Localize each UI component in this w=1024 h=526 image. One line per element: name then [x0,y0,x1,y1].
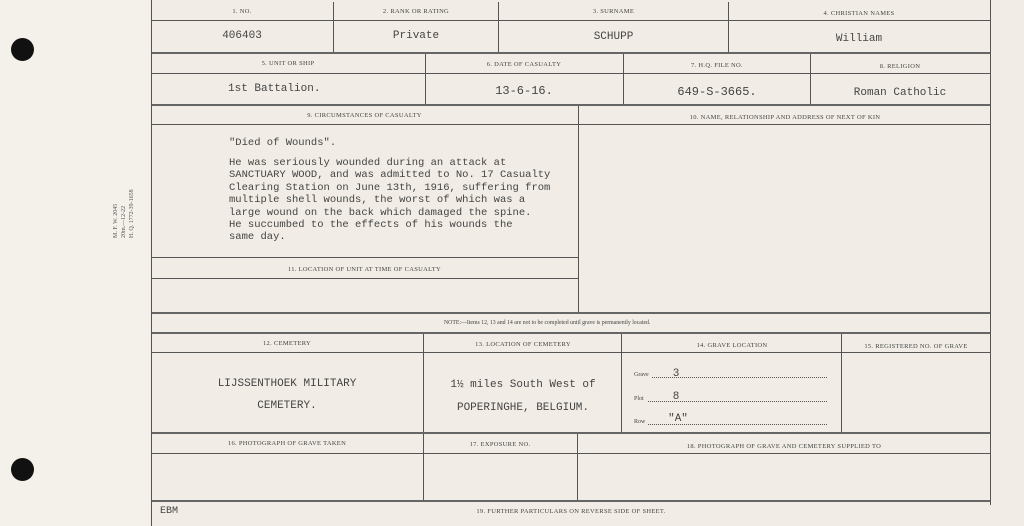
punch-hole-top [11,38,34,61]
right-border [990,0,991,505]
row2-label-line [152,73,990,74]
row-divider [152,432,990,434]
label-exposure-no: 17. EXPOSURE NO. [469,441,531,448]
value-religion: Roman Catholic [853,87,947,99]
print-code-2: 20m.—12-22 [121,205,127,238]
label-hq-file: 7. H.Q. FILE NO. [691,62,743,69]
label-photo-taken: 16. PHOTOGRAPH OF GRAVE TAKEN [227,440,347,447]
divider [423,334,424,432]
label-photo-supplied: 18. PHOTOGRAPH OF GRAVE AND CEMETERY SUPPLIED TO [686,443,882,450]
divider [621,334,622,432]
row3-label-line [152,124,990,125]
divider [152,257,578,258]
value-cemetery-line2: CEMETERY. [257,400,317,412]
row-divider [152,332,990,334]
value-location-line2: POPERINGHE, BELGIUM. [456,402,590,414]
value-surname: SCHUPP [593,31,634,43]
divider [423,434,424,500]
label-registered-no: 15. REGISTERED NO. OF GRAVE [864,343,968,350]
print-code-1: M. F. W. 2045 [113,203,119,238]
label-unit: 5. UNIT OR SHIP [261,60,315,67]
row-divider [152,52,990,54]
divider [578,106,579,312]
value-rank: Private [392,30,440,42]
label-cemetery: 12. CEMETERY [262,340,312,347]
label-rank: 2. RANK OR RATING [382,8,450,15]
label-date: 6. DATE OF CASUALTY [486,61,562,68]
row-label: Row [634,419,646,425]
row-divider [152,104,990,106]
label-christian-names: 4. CHRISTIAN NAMES [823,10,895,17]
row-divider [152,312,990,314]
label-next-of-kin: 10. NAME, RELATIONSHIP AND ADDRESS OF NEXT OF KIN [689,114,881,121]
label-location-of-cemetery: 13. LOCATION OF CEMETERY [475,341,571,348]
divider [841,334,842,432]
value-row: "A" [668,413,688,425]
clerk-initials: EBM [160,506,179,517]
plot-label: Plot [634,396,644,402]
form-print-code [112,178,136,238]
value-location-line1: 1½ miles South West of [450,379,596,391]
value-hq-file: 649-S-3665. [677,85,757,99]
punch-hole-bottom [11,458,34,481]
grave-label: Grave [634,372,649,378]
value-grave: 3 [672,368,680,380]
divider [333,2,334,52]
left-border [151,0,152,526]
label-location-of-unit: 11. LOCATION OF UNIT AT TIME OF CASUALTY [287,266,442,273]
divider [577,434,578,500]
label-further-particulars: 19. FURTHER PARTICULARS ON REVERSE SIDE OF SHEET. [476,508,666,515]
value-christian-names: William [835,33,883,45]
value-unit: 1st Battalion. [228,83,321,95]
label-circumstances: 9. CIRCUMSTANCES OF CASUALTY [307,112,422,119]
row5-label-line [152,453,990,454]
card-margin [0,0,150,526]
value-plot: 8 [672,391,680,403]
circumstance-text: He was seriously wounded during an attack at SANCTUARY WOOD, and was admitted to No. 17 Casualty Clearing Station on June 13th, 1916, suffering from multiple shell wounds, the worst of which was a large wound on the back which damaged the spine. He succumbed to the effects of his wounds the same day. [229,157,551,244]
value-no: 406403 [222,30,262,42]
divider [152,278,578,279]
label-surname: 3. SURNAME [592,8,635,15]
label-religion: 8. RELIGION [879,63,921,70]
value-date: 13-6-16. [495,84,553,98]
divider [498,2,499,52]
row4-label-line [152,352,990,353]
row-divider [152,500,990,502]
note-text: NOTE:—Items 12, 13 and 14 are not to be completed until grave is permanently located. [444,320,651,326]
label-no: 1. NO. [232,8,252,15]
value-cemetery-line1: LIJSSENTHOEK MILITARY [217,378,357,390]
circumstance-heading: "Died of Wounds". [229,137,337,149]
row1-label-line [152,20,990,21]
label-grave-location: 14. GRAVE LOCATION [696,342,768,349]
print-code-3: H. Q. 1772-39-1658 [129,189,135,238]
